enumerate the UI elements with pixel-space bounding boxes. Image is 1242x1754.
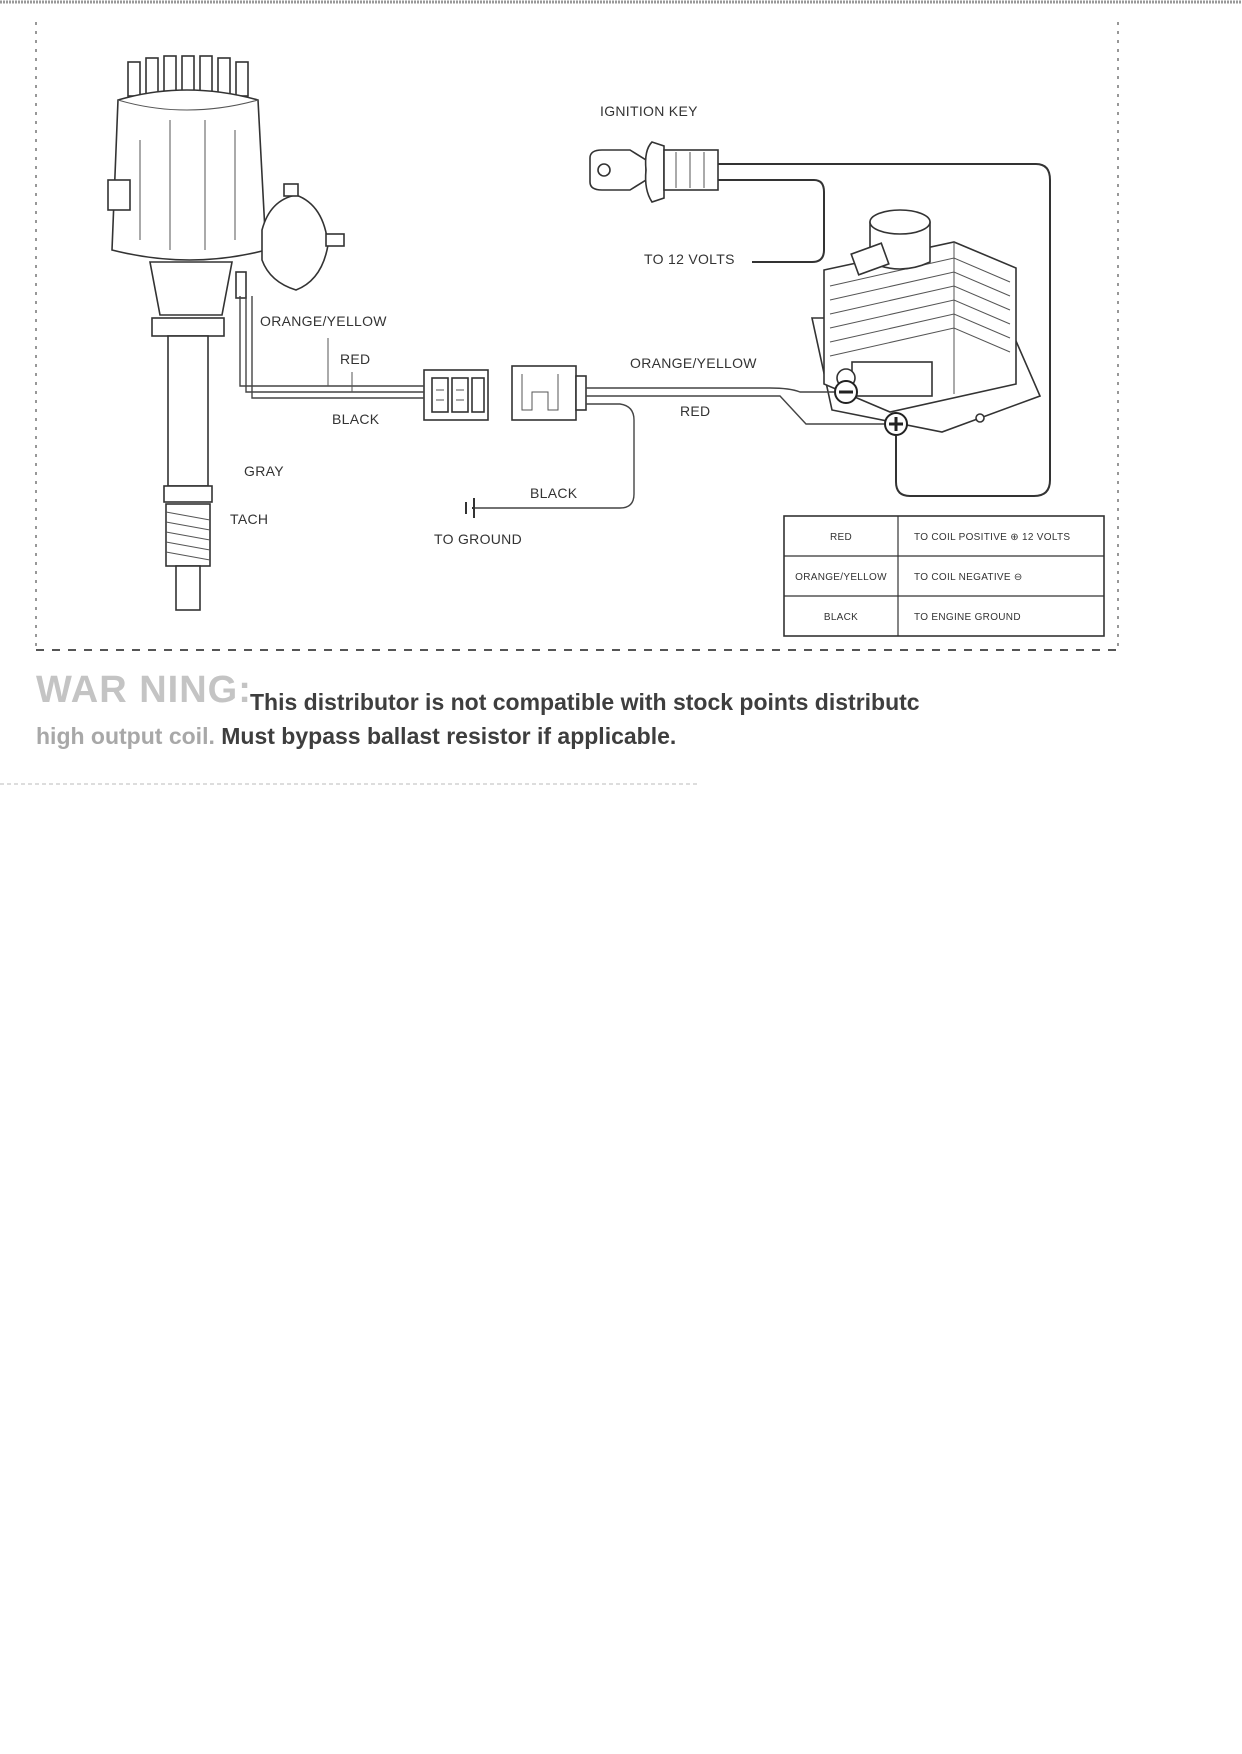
label-orange-yellow-right: ORANGE/YELLOW — [630, 355, 757, 371]
label-black-left: BLACK — [332, 411, 380, 427]
label-red-left: RED — [340, 351, 371, 367]
warning-line-2-dim: high output coil. — [36, 723, 215, 749]
coil-negative-terminal — [835, 381, 857, 403]
warning-line-2 — [36, 723, 676, 749]
wire-ignition-to-12v — [718, 180, 824, 262]
wire-black-dist — [252, 296, 424, 398]
distributor-side-connector — [424, 370, 488, 420]
harness-side-connector — [512, 366, 586, 420]
legend-row-1-wire: RED — [829, 532, 853, 543]
label-to-12-volts: TO 12 VOLTS — [644, 251, 735, 267]
distributor — [108, 56, 344, 610]
label-to-ground: TO GROUND — [434, 531, 522, 547]
label-gray: GRAY — [244, 463, 284, 479]
ignition-key-switch — [590, 142, 718, 202]
ground-symbol — [466, 498, 474, 518]
legend-row-1-destination: TO COIL POSITIVE ⊕ 12 VOLTS — [914, 532, 1071, 543]
label-red-right: RED — [680, 403, 711, 419]
label-orange-yellow-left: ORANGE/YELLOW — [260, 313, 387, 329]
wire-red-dist — [246, 296, 424, 392]
warning-block — [36, 669, 920, 749]
wire-orange-yellow-dist — [240, 296, 424, 386]
legend-row-2-wire: ORANGE/YELLOW — [795, 572, 887, 583]
warning-line-2-rest: Must bypass ballast resistor if applicable. — [214, 723, 677, 749]
wire-orange-yellow-harness — [586, 388, 834, 392]
label-ignition-key: IGNITION KEY — [600, 103, 698, 119]
wire-legend-table — [784, 516, 1104, 636]
warning-line-1: This distributor is not compatible with stock points distributc — [250, 689, 920, 715]
legend-row-2-destination: TO COIL NEGATIVE ⊖ — [914, 572, 1023, 583]
legend-row-3-wire: BLACK — [823, 612, 859, 623]
label-black-ground: BLACK — [530, 485, 578, 501]
coil-positive-terminal — [885, 413, 907, 435]
legend-row-3-destination: TO ENGINE GROUND — [914, 612, 1021, 623]
warning-lead: WAR NING: — [36, 669, 252, 711]
label-tach: TACH — [230, 511, 269, 527]
